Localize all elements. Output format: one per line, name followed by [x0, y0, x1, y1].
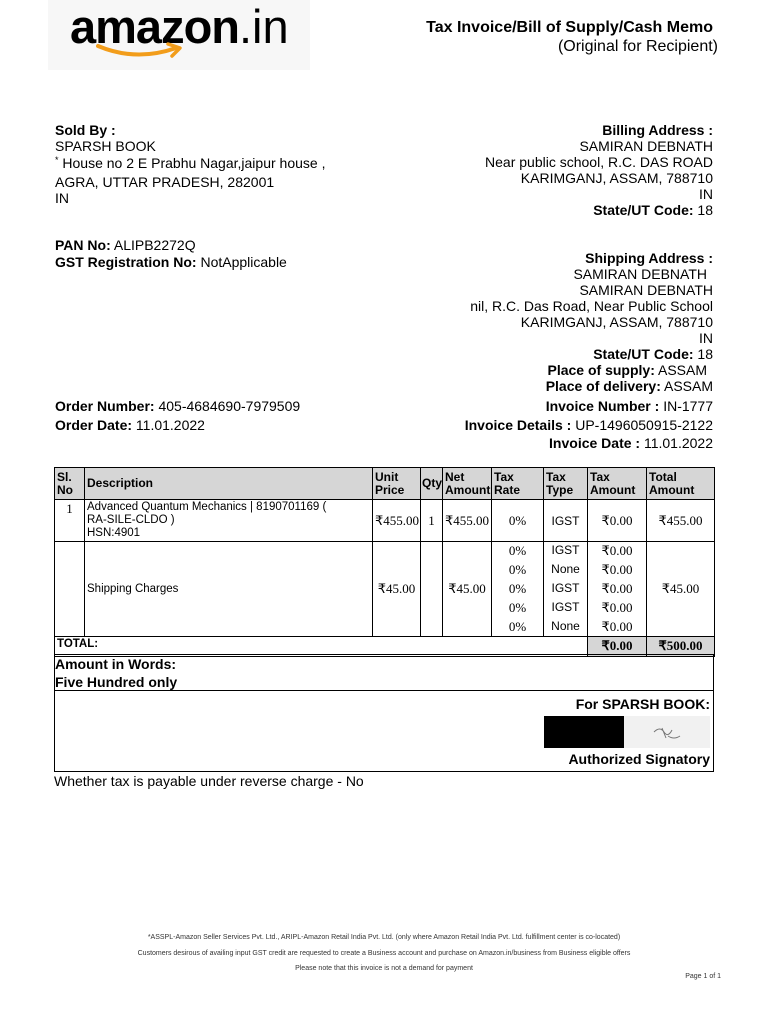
billing-state-code: State/UT Code: 18: [593, 202, 713, 218]
col-sl-no: Sl. No: [55, 468, 85, 500]
invoice-number: Invoice Number : IN-1777: [545, 398, 713, 414]
place-of-delivery: Place of delivery: ASSAM: [545, 378, 713, 394]
seller-address-line2: AGRA, UTTAR PRADESH, 282001: [55, 174, 275, 190]
col-qty: Qty: [421, 468, 443, 500]
col-tax-type: Tax Type: [544, 468, 588, 500]
seller-address-line1: * House no 2 E Prabhu Nagar,jaipur house ,: [55, 155, 326, 171]
item-tax-rate: 0%: [492, 500, 544, 542]
authorized-signatory: Authorized Signatory: [568, 751, 710, 767]
tax-type: None: [544, 618, 588, 637]
shipping-name1: SAMIRAN DEBNATH: [573, 266, 707, 282]
col-description: Description: [85, 468, 373, 500]
item-tax-type: IGST: [544, 500, 588, 542]
pan-number: PAN No: ALIPB2272Q: [55, 237, 196, 253]
signature-scribble-icon: [624, 716, 710, 748]
shipping-address-line2: KARIMGANJ, ASSAM, 788710: [520, 314, 713, 330]
invoice-items-table: [54, 467, 715, 657]
item-tax-amount: ₹0.00: [588, 500, 647, 542]
billing-address-line2: KARIMGANJ, ASSAM, 788710: [520, 170, 713, 186]
shipping-sl-no: [55, 542, 85, 637]
amazon-smile-icon: [96, 42, 186, 60]
item-unit-price: ₹455.00: [373, 500, 421, 542]
seller-country: IN: [55, 190, 69, 206]
item-total-amount: ₹455.00: [647, 500, 715, 542]
tax-rate: 0%: [492, 618, 544, 637]
tax-rate: 0%: [492, 561, 544, 580]
col-net-amount: Net Amount: [443, 468, 492, 500]
table-header-row: [55, 468, 715, 500]
sold-by-heading: Sold By :: [55, 122, 116, 138]
invoice-date: Invoice Date : 11.01.2022: [549, 435, 713, 451]
tax-amount: ₹0.00: [588, 542, 647, 561]
footer-line2: Customers desirous of availing input GST credit are requested to create a Business account and purchase on Amazon.in/business from Business eligible offers: [137, 950, 631, 957]
invoice-details: Invoice Details : UP-1496050915-2122: [464, 417, 713, 433]
tax-amount: ₹0.00: [588, 580, 647, 599]
tax-rate: 0%: [492, 580, 544, 599]
tax-type: IGST: [544, 580, 588, 599]
gst-registration: GST Registration No: NotApplicable: [55, 254, 287, 270]
order-number: Order Number: 405-4684690-7979509: [55, 398, 301, 414]
billing-country: IN: [699, 186, 713, 202]
redacted-block: [544, 716, 624, 748]
tax-amount: ₹0.00: [588, 599, 647, 618]
col-unit-price: Unit Price: [373, 468, 421, 500]
address-marker: *: [55, 155, 59, 165]
total-tax-amount: ₹0.00: [588, 637, 647, 657]
page-number: Page 1 of 1: [685, 973, 721, 980]
billing-heading: Billing Address :: [602, 122, 713, 138]
tax-type: None: [544, 561, 588, 580]
col-tax-rate: Tax Rate: [492, 468, 544, 500]
tax-amount: ₹0.00: [588, 561, 647, 580]
order-date: Order Date: 11.01.2022: [55, 417, 205, 433]
shipping-address-line1: nil, R.C. Das Road, Near Public School: [470, 298, 713, 314]
shipping-total-amount: ₹45.00: [647, 542, 715, 637]
footer-line1: *ASSPL-Amazon Seller Services Pvt. Ltd., ARIPL-Amazon Retail India Pvt. Ltd. (only where Amazon Retail India Pvt. Ltd. fulfillment center is co-located): [147, 934, 621, 941]
reverse-charge-note: Whether tax is payable under reverse charge - No: [54, 773, 364, 789]
shipping-country: IN: [699, 330, 713, 346]
amount-in-words-value: Five Hundred only: [55, 674, 178, 690]
col-total-amount: Total Amount: [647, 468, 715, 500]
footer-line3: Please note that this invoice is not a demand for payment: [295, 965, 473, 972]
total-label: TOTAL:: [55, 637, 588, 657]
item-sl-no: 1: [55, 500, 85, 542]
tax-type: IGST: [544, 599, 588, 618]
item-net-amount: ₹455.00: [443, 500, 492, 542]
billing-name: SAMIRAN DEBNATH: [579, 138, 713, 154]
for-seller-label: For SPARSH BOOK:: [575, 696, 710, 712]
seller-name: SPARSH BOOK: [55, 138, 156, 154]
billing-address-line1: Near public school, R.C. DAS ROAD: [485, 154, 713, 170]
signature-image: [624, 716, 710, 748]
shipping-state-code: State/UT Code: 18: [593, 346, 713, 362]
total-amount: ₹500.00: [647, 637, 715, 657]
invoice-title: Tax Invoice/Bill of Supply/Cash Memo: [426, 19, 713, 36]
item-description: Advanced Quantum Mechanics | 8190701169 ( RA-SILE-CLDO ) HSN:4901: [85, 500, 373, 542]
logo-brand: amazon: [70, 0, 239, 53]
logo-suffix: .in: [239, 0, 289, 53]
shipping-name2: SAMIRAN DEBNATH: [579, 282, 713, 298]
tax-rate: 0%: [492, 599, 544, 618]
invoice-subtitle: (Original for Recipient): [557, 38, 718, 55]
tax-type: IGST: [544, 542, 588, 561]
col-tax-amount: Tax Amount: [588, 468, 647, 500]
shipping-net-amount: ₹45.00: [443, 542, 492, 637]
place-of-supply: Place of supply: ASSAM: [547, 362, 707, 378]
amount-in-words-label: Amount in Words:: [55, 656, 177, 672]
tax-rate: 0%: [492, 542, 544, 561]
shipping-qty: [421, 542, 443, 637]
table-row: [55, 542, 715, 561]
shipping-unit-price: ₹45.00: [373, 542, 421, 637]
shipping-heading: Shipping Address :: [585, 250, 713, 266]
shipping-description: Shipping Charges: [85, 542, 373, 637]
table-row: [55, 500, 715, 542]
item-qty: 1: [421, 500, 443, 542]
tax-amount: ₹0.00: [588, 618, 647, 637]
